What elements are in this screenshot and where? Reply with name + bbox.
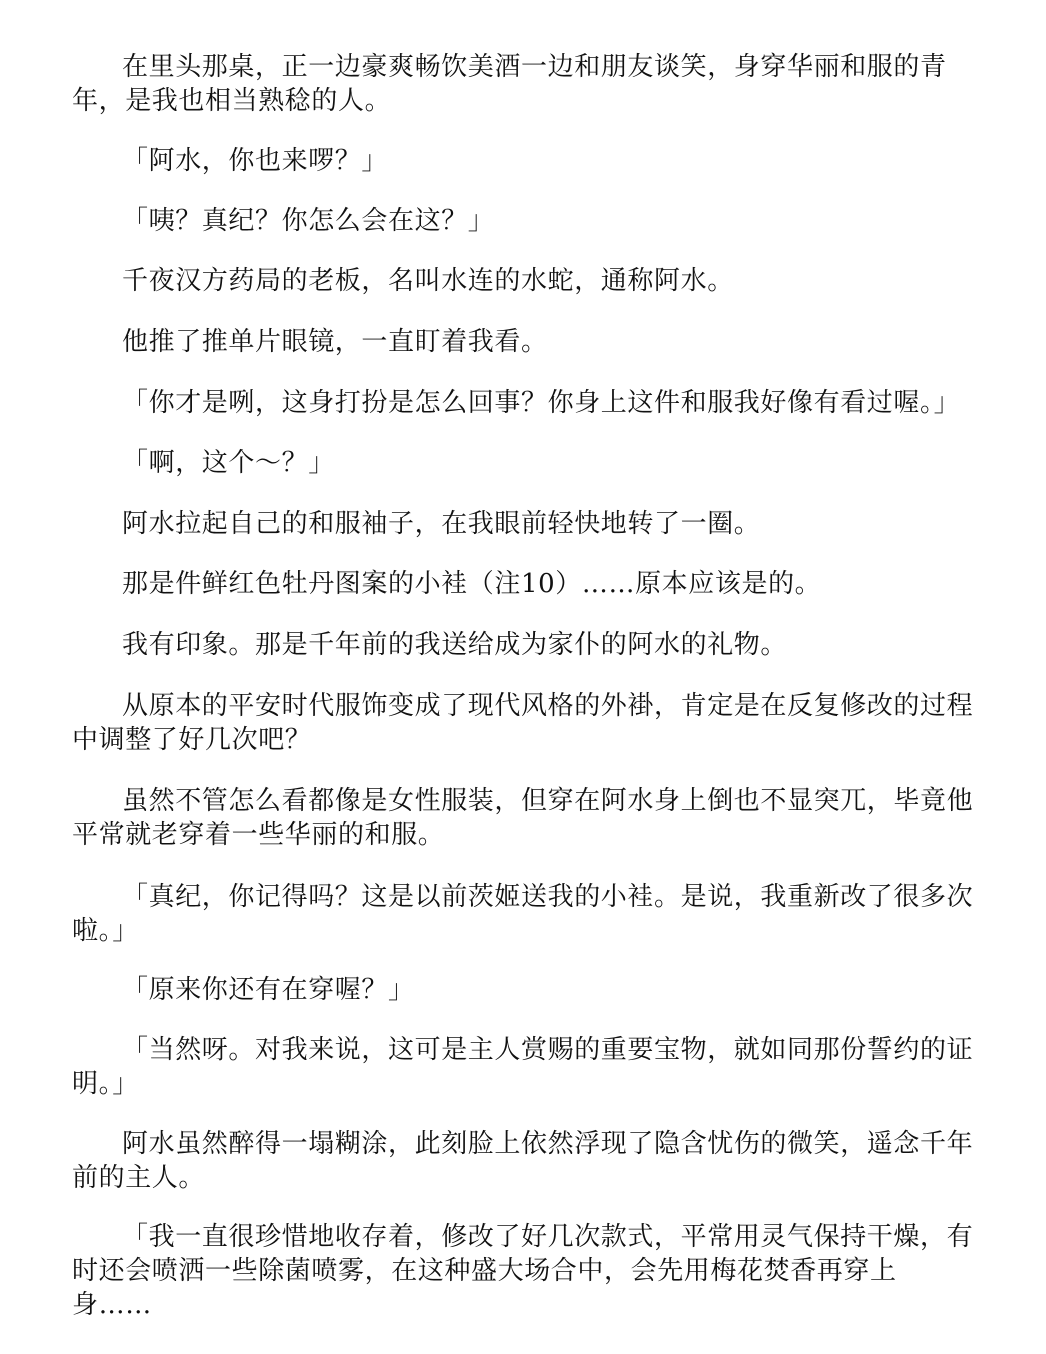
paragraph-8: 阿水拉起自己的和服袖子，在我眼前轻快地转了一圈。	[122, 509, 761, 539]
paragraph-11: 从原本的平安时代服饰变成了现代风格的外褂，肯定是在反复修改的过程中调整了好几次吧？	[72, 691, 974, 755]
paragraph-2: 「阿水，你也来啰？」	[122, 146, 389, 176]
paragraph-5: 他推了推单片眼镜，一直盯着我看。	[122, 327, 548, 357]
paragraph-7: 「啊，这个～？」	[122, 448, 335, 478]
paragraph-1: 在里头那桌，正一边豪爽畅饮美酒一边和朋友谈笑，身穿华丽和服的青年，是我也相当熟稔的人。	[72, 52, 947, 116]
paragraph-15: 「当然呀。对我来说，这可是主人赏赐的重要宝物，就如同那份誓约的证明。」	[72, 1035, 974, 1099]
paragraph-3: 「咦？真纪？你怎么会在这？」	[122, 206, 495, 236]
paragraph-12: 虽然不管怎么看都像是女性服装，但穿在阿水身上倒也不显突兀，毕竟他平常就老穿着一些华丽的和服。	[72, 786, 974, 850]
paragraph-17: 「我一直很珍惜地收存着，修改了好几次款式，平常用灵气保持干燥，有时还会喷洒一些除菌喷雾，在这种盛大场合中，会先用梅花焚香再穿上身……	[72, 1222, 974, 1320]
paragraph-9: 那是件鲜红色牡丹图案的小袿（注10）……原本应该是的。	[122, 569, 822, 599]
paragraph-16: 阿水虽然醉得一塌糊涂，此刻脸上依然浮现了隐含忧伤的微笑，遥念千年前的主人。	[72, 1129, 974, 1193]
paragraph-13: 「真纪，你记得吗？这是以前茨姬送我的小袿。是说，我重新改了很多次啦。」	[72, 882, 974, 946]
paragraph-10: 我有印象。那是千年前的我送给成为家仆的阿水的礼物。	[122, 630, 788, 660]
paragraph-4: 千夜汉方药局的老板，名叫水连的水蛇，通称阿水。	[122, 266, 734, 296]
paragraph-6: 「你才是咧，这身打扮是怎么回事？你身上这件和服我好像有看过喔。」	[122, 388, 961, 418]
paragraph-14: 「原来你还有在穿喔？」	[122, 975, 415, 1005]
